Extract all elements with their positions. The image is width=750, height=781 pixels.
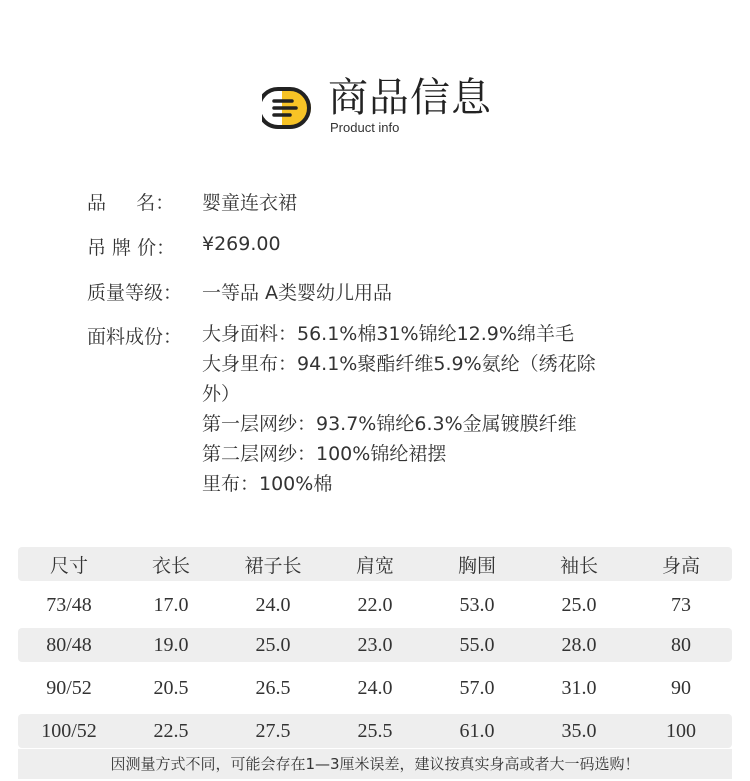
column-header: 裙子长 [244, 554, 302, 577]
table-cell: 100/52 [41, 719, 97, 742]
table-cell: 55.0 [459, 633, 495, 656]
table-cell: 20.5 [153, 676, 189, 699]
table-cell: 22.5 [153, 719, 189, 742]
fabric-line: 第一层网纱：93.7%锦纶6.3%金属镀膜纤维 [202, 413, 577, 435]
name-value: 婴童连衣裙 [202, 192, 298, 214]
table-cell: 28.0 [561, 633, 597, 656]
table-row [18, 671, 732, 705]
price-label: 吊 牌 价： [87, 237, 176, 259]
table-cell: 100 [666, 719, 696, 742]
fabric-line: 外） [202, 383, 241, 405]
table-cell: 25.5 [357, 719, 393, 742]
column-header: 衣长 [151, 554, 190, 577]
measurement-note: 因测量方式不同，可能会存在1—3厘米误差，建议按真实身高或者大一码选购！ [18, 749, 732, 779]
price-value: ¥269.00 [202, 233, 281, 255]
fabric-composition [202, 319, 672, 499]
table-cell: 22.0 [357, 593, 393, 616]
fabric-line: 大身面料：56.1%棉31%锦纶12.9%绵羊毛 [202, 323, 574, 345]
column-header: 尺寸 [49, 554, 88, 577]
table-row [18, 714, 732, 748]
column-header: 肩宽 [355, 554, 394, 577]
table-cell: 80 [671, 633, 691, 656]
page-subtitle: Product info [330, 120, 400, 135]
table-cell: 23.0 [357, 633, 393, 656]
table-cell: 73 [671, 593, 691, 616]
table-cell: 19.0 [153, 633, 189, 656]
document-lines-icon [262, 86, 312, 130]
table-cell: 17.0 [153, 593, 189, 616]
page-title: 商品信息 [328, 75, 492, 121]
column-header: 袖长 [559, 554, 598, 577]
section-header [262, 74, 522, 144]
table-cell: 24.0 [357, 676, 393, 699]
table-cell: 25.0 [255, 633, 291, 656]
table-cell: 27.5 [255, 719, 291, 742]
name-label: 品 名： [87, 192, 175, 214]
column-header: 身高 [661, 554, 700, 577]
table-cell: 90 [671, 676, 691, 699]
table-cell: 90/52 [46, 676, 92, 699]
fabric-line: 第二层网纱：100%锦纶裙摆 [202, 443, 447, 465]
table-cell: 73/48 [46, 593, 92, 616]
table-cell: 35.0 [561, 719, 597, 742]
grade-label: 质量等级： [87, 282, 183, 304]
table-cell: 80/48 [46, 633, 92, 656]
table-cell: 61.0 [459, 719, 495, 742]
table-header-row [18, 547, 732, 581]
table-row [18, 628, 732, 662]
table-cell: 26.5 [255, 676, 291, 699]
table-cell: 53.0 [459, 593, 495, 616]
table-cell: 57.0 [459, 676, 495, 699]
grade-value: 一等品 A类婴幼儿用品 [202, 282, 393, 304]
table-cell: 31.0 [561, 676, 597, 699]
fabric-label: 面料成份： [87, 326, 183, 348]
fabric-line: 里布：100%棉 [202, 473, 333, 495]
column-header: 胸围 [457, 554, 496, 577]
table-cell: 25.0 [561, 593, 597, 616]
table-row [18, 588, 732, 622]
fabric-line: 大身里布：94.1%聚酯纤维5.9%氨纶（绣花除 [202, 353, 596, 375]
table-cell: 24.0 [255, 593, 291, 616]
